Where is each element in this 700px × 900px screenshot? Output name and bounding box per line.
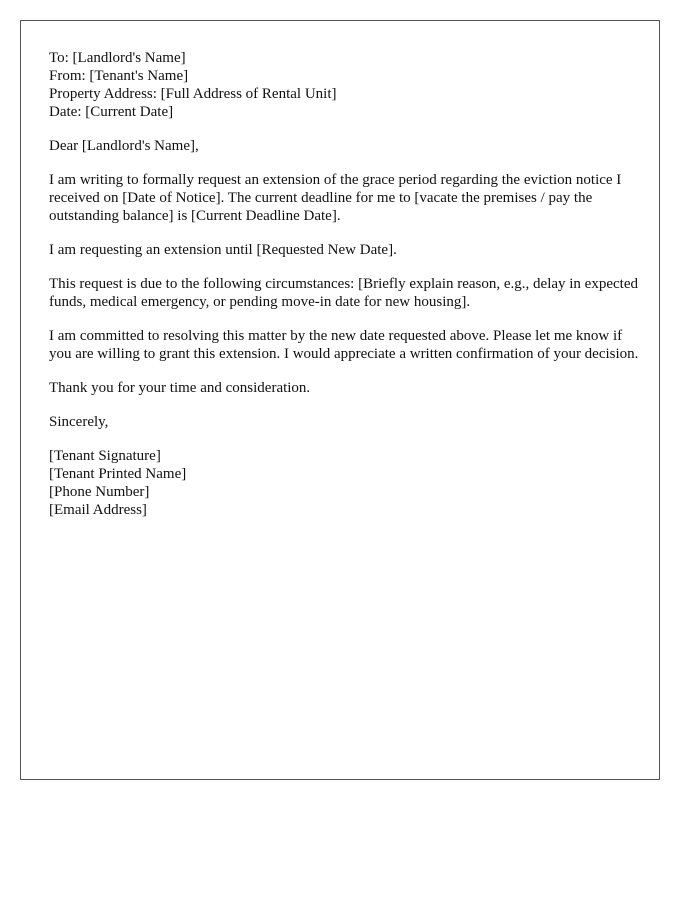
signature-block bbox=[49, 447, 639, 519]
paragraph-commitment: I am committed to resolving this matter by the new date requested above. Please let me know if you are willing to grant this extension. I would appreciate a written confirmation of your decision. bbox=[49, 328, 639, 362]
letter-body bbox=[49, 49, 639, 519]
header-date: Date: [Current Date] bbox=[49, 104, 174, 120]
email-line: [Email Address] bbox=[49, 502, 147, 518]
paragraph-circumstances: This request is due to the following circumstances: [Briefly explain reason, e.g., delay in expected funds, medical emergency, or pending move-in date for new housing]. bbox=[49, 276, 638, 310]
paragraph-request: I am writing to formally request an extension of the grace period regarding the eviction notice I received on [Date of Notice]. The current deadline for me to [vacate the premises / pay the outstanding balance] is [Current Deadline Date]. bbox=[49, 172, 622, 224]
header-from: From: [Tenant's Name] bbox=[49, 68, 189, 84]
salutation: Dear [Landlord's Name], bbox=[49, 138, 199, 154]
closing: Sincerely, bbox=[49, 414, 109, 430]
phone-line: [Phone Number] bbox=[49, 484, 150, 500]
letter-page bbox=[20, 20, 660, 780]
paragraph-extension-date: I am requesting an extension until [Requested New Date]. bbox=[49, 242, 397, 258]
letter-header bbox=[49, 49, 639, 121]
header-to: To: [Landlord's Name] bbox=[49, 50, 186, 66]
printed-name-line: [Tenant Printed Name] bbox=[49, 466, 187, 482]
signature-line: [Tenant Signature] bbox=[49, 448, 161, 464]
header-property-address: Property Address: [Full Address of Rental Unit] bbox=[49, 86, 337, 102]
paragraph-thanks: Thank you for your time and consideration. bbox=[49, 380, 311, 396]
